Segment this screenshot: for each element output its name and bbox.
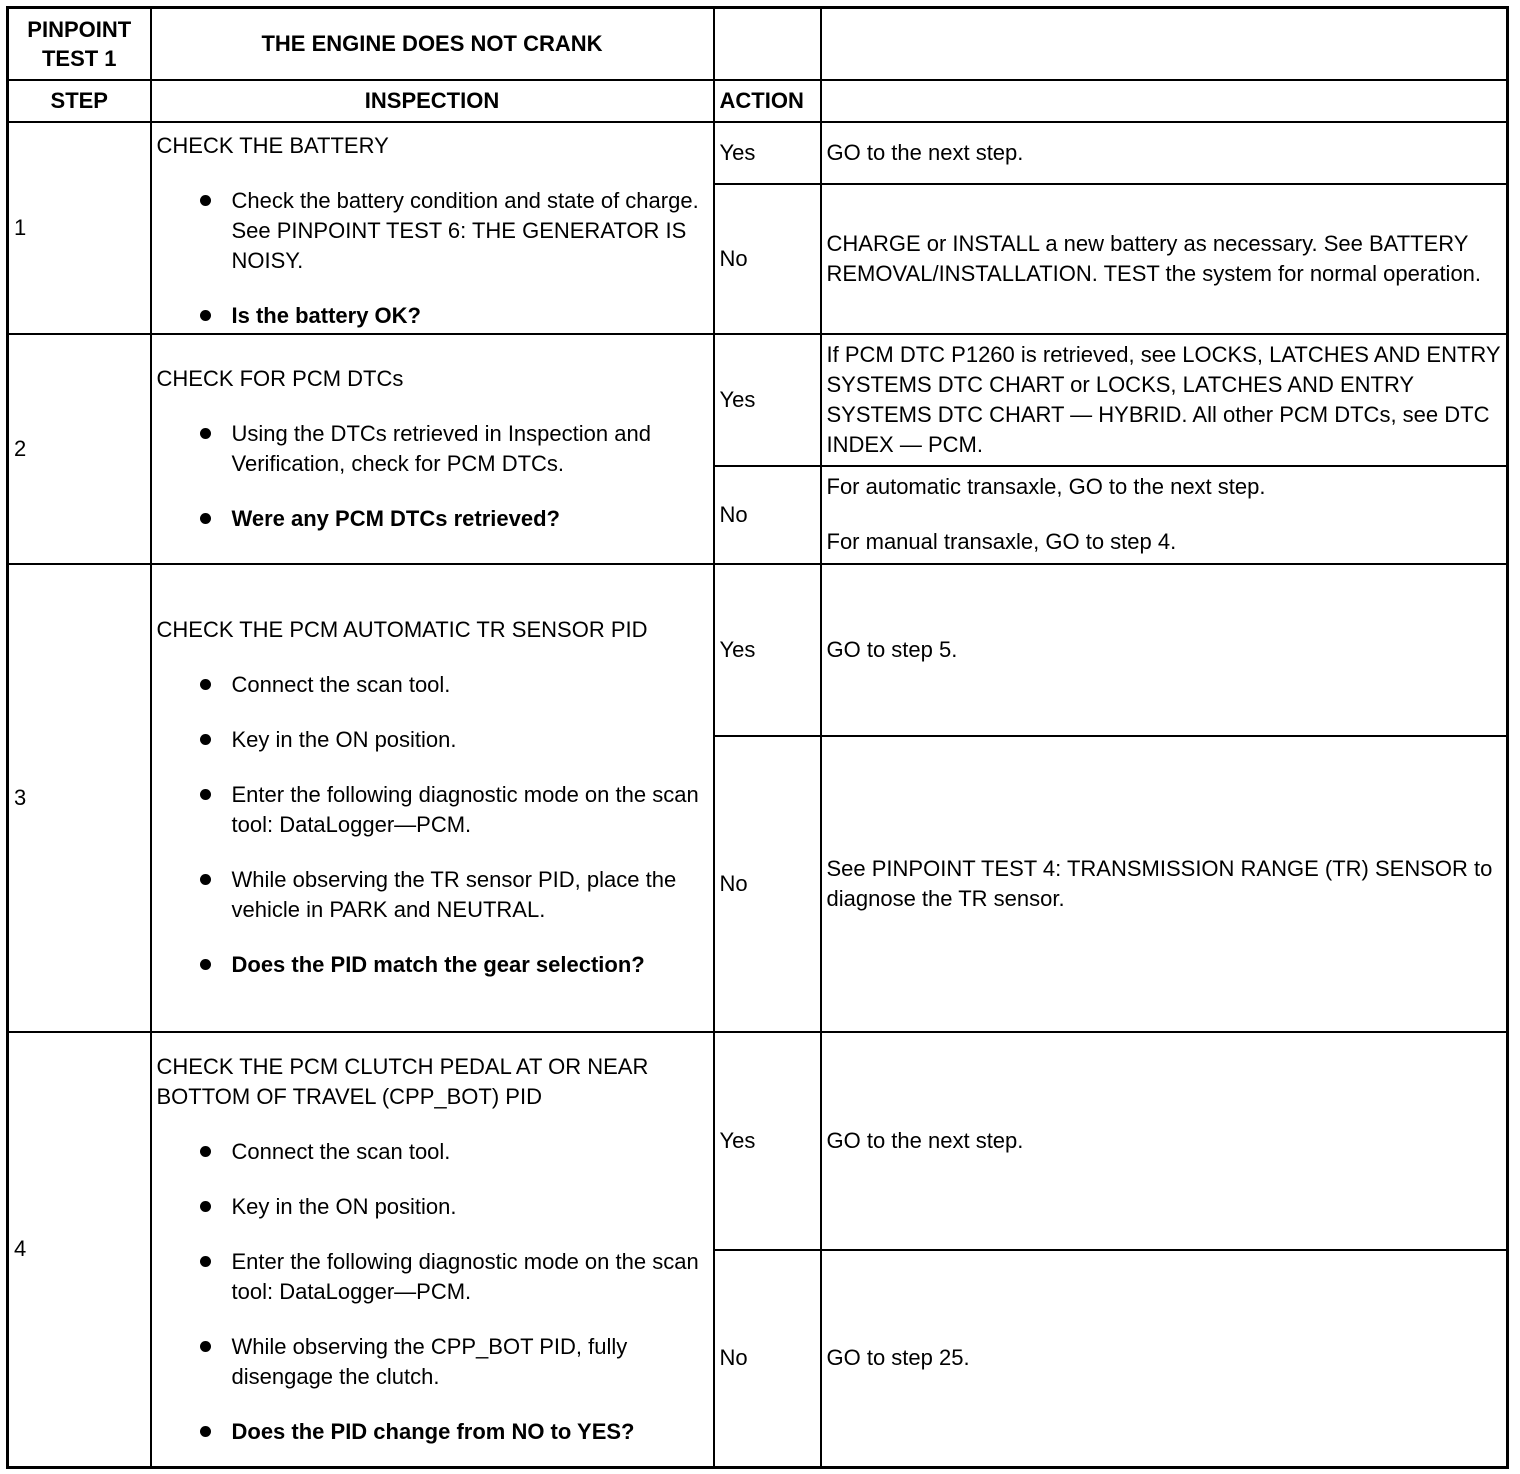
inspection-list bbox=[157, 670, 708, 980]
list-item: Enter the following diagnostic mode on the scan tool: DataLogger—PCM. bbox=[232, 1247, 708, 1307]
no-action bbox=[821, 466, 1508, 564]
inspection-question: Were any PCM DTCs retrieved? bbox=[232, 504, 708, 534]
inspection-list bbox=[157, 1137, 708, 1447]
no-action-line: For automatic transaxle, GO to the next step. bbox=[826, 474, 1266, 499]
test-title: THE ENGINE DOES NOT CRANK bbox=[151, 8, 714, 80]
step-number: 3 bbox=[8, 564, 151, 1032]
inspection-list bbox=[157, 186, 708, 331]
no-label: No bbox=[714, 1250, 821, 1468]
list-item: Using the DTCs retrieved in Inspection and Verification, check for PCM DTCs. bbox=[232, 419, 708, 479]
list-item: Enter the following diagnostic mode on the scan tool: DataLogger—PCM. bbox=[232, 780, 708, 840]
inspection-cell bbox=[151, 122, 714, 334]
step-title: CHECK THE PCM AUTOMATIC TR SENSOR PID bbox=[156, 617, 648, 642]
inspection-question: Does the PID match the gear selection? bbox=[232, 950, 708, 980]
pinpoint-label: PINPOINT TEST 1 bbox=[8, 8, 151, 80]
no-action: GO to step 25. bbox=[821, 1250, 1508, 1468]
inspection-cell bbox=[151, 564, 714, 1032]
yes-action: If PCM DTC P1260 is retrieved, see LOCKS, LATCHES AND ENTRY SYSTEMS DTC CHART or LOCKS, LATCHES AND ENTRY SYSTEMS DTC CHART — HYBRID. All other PCM DTCs, see DTC INDEX — PCM. bbox=[821, 334, 1508, 466]
action-column-header: ACTION bbox=[714, 80, 821, 122]
yes-action: GO to the next step. bbox=[821, 1032, 1508, 1250]
list-item: While observing the TR sensor PID, place the vehicle in PARK and NEUTRAL. bbox=[232, 865, 708, 925]
inspection-column-header: INSPECTION bbox=[151, 80, 714, 122]
pinpoint-test-table bbox=[6, 6, 1509, 1469]
list-item: Connect the scan tool. bbox=[232, 670, 708, 700]
list-item: Check the battery condition and state of charge. See PINPOINT TEST 6: THE GENERATOR IS NOISY. bbox=[232, 186, 708, 276]
column-header-row bbox=[8, 80, 1508, 122]
list-item: While observing the CPP_BOT PID, fully disengage the clutch. bbox=[232, 1332, 708, 1392]
title-row bbox=[8, 8, 1508, 80]
step-row bbox=[8, 564, 1508, 736]
step-title: CHECK THE BATTERY bbox=[156, 132, 389, 158]
inspection-question: Is the battery OK? bbox=[232, 301, 708, 331]
list-item: Key in the ON position. bbox=[232, 725, 708, 755]
inspection-list bbox=[157, 419, 708, 534]
header-blank-cell bbox=[821, 80, 1508, 122]
step-column-header: STEP bbox=[8, 80, 151, 122]
step-row bbox=[8, 122, 1508, 184]
header-blank-cell bbox=[714, 8, 821, 80]
no-action: See PINPOINT TEST 4: TRANSMISSION RANGE (TR) SENSOR to diagnose the TR sensor. bbox=[821, 736, 1508, 1032]
step-title: CHECK FOR PCM DTCs bbox=[156, 365, 404, 391]
inspection-question: Does the PID change from NO to YES? bbox=[232, 1417, 708, 1447]
yes-label: Yes bbox=[714, 564, 821, 736]
no-label: No bbox=[714, 736, 821, 1032]
step-row bbox=[8, 334, 1508, 466]
no-action: CHARGE or INSTALL a new battery as necessary. See BATTERY REMOVAL/INSTALLATION. TEST the system for normal operation. bbox=[821, 184, 1508, 334]
inspection-cell bbox=[151, 334, 714, 564]
step-number: 2 bbox=[8, 334, 151, 564]
step-title: CHECK THE PCM CLUTCH PEDAL AT OR NEAR BOTTOM OF TRAVEL (CPP_BOT) PID bbox=[156, 1053, 649, 1109]
yes-label: Yes bbox=[714, 122, 821, 184]
yes-label: Yes bbox=[714, 1032, 821, 1250]
no-label: No bbox=[714, 184, 821, 334]
list-item: Connect the scan tool. bbox=[232, 1137, 708, 1167]
header-blank-cell bbox=[821, 8, 1508, 80]
yes-action: GO to step 5. bbox=[821, 564, 1508, 736]
no-action-line: For manual transaxle, GO to step 4. bbox=[826, 529, 1177, 554]
no-label: No bbox=[714, 466, 821, 564]
inspection-cell bbox=[151, 1032, 714, 1468]
step-number: 4 bbox=[8, 1032, 151, 1468]
yes-action: GO to the next step. bbox=[821, 122, 1508, 184]
yes-label: Yes bbox=[714, 334, 821, 466]
list-item: Key in the ON position. bbox=[232, 1192, 708, 1222]
step-row bbox=[8, 1032, 1508, 1250]
step-number: 1 bbox=[8, 122, 151, 334]
